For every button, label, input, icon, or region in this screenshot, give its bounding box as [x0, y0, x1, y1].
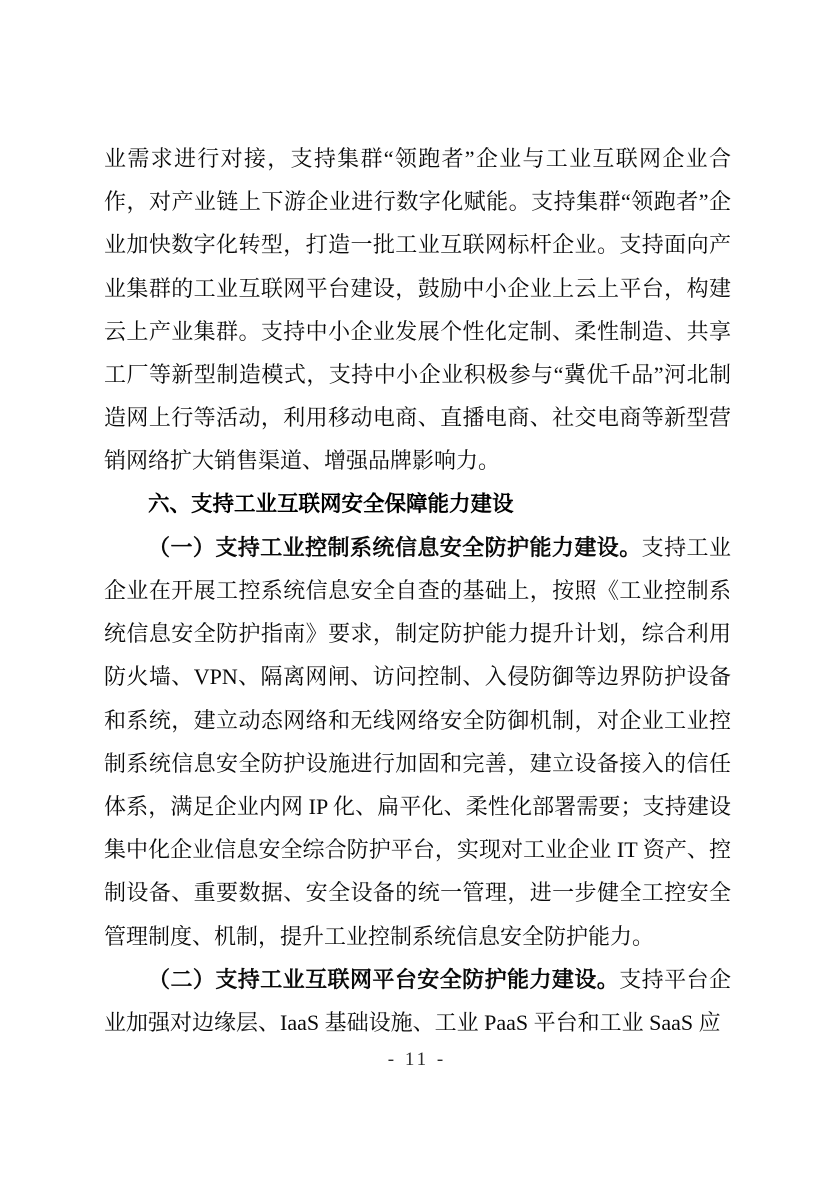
document-body — [104, 137, 731, 1044]
paragraph-item-two-body: 支持平台企业加强对边缘层、IaaS 基础设施、工业 PaaS 平台和工业 SaaS 应 — [104, 966, 731, 1036]
section-heading-six: 六、支持工业互联网安全保障能力建设 — [148, 491, 514, 516]
page-number: - 11 - — [387, 1049, 447, 1070]
paragraph-item-two — [104, 958, 731, 1044]
paragraph-continuation: 业需求进行对接，支持集群“领跑者”企业与工业互联网企业合作，对产业链上下游企业进行数字化赋能。支持集群“领跑者”企业加快数字化转型，打造一批工业互联网标杆企业。支持面向产业集群的工业互联网平台建设，鼓励中小企业上云上平台，构建云上产业集群。支持中小企业发展个性化定制、柔性制造、共享工厂等新型制造模式，支持中小企业积极参与“冀优千品”河北制造网上行等活动，利用移动电商、直播电商、社交电商等新型营销网络扩大销售渠道、增强品牌影响力。 — [104, 146, 731, 474]
paragraph-item-one-body: 支持工业企业在开展工控系统信息安全自查的基础上，按照《工业控制系统信息安全防护指南》要求，制定防护能力提升计划，综合利用防火墙、VPN、隔离网闸、访问控制、入侵防御等边界防护设备和系统，建立动态网络和无线网络安全防御机制，对企业工业控制系统信息安全防护设施进行加固和完善，建立设备接入的信任体系，满足企业内网 IP 化、扁平化、柔性化部署需要；支持建设集中化企业信息安全综合防护平台，实现对工业企业 IT 资产、控制设备、重要数据、安全设备的统一管理，进一步健全工控安全管理制度、机制，提升工业控制系统信息安全防护能力。 — [104, 534, 731, 949]
paragraph-item-one-lead: （一）支持工业控制系统信息安全防护能力建设。 — [148, 534, 642, 560]
paragraph-item-two-lead: （二）支持工业互联网平台安全防护能力建设。 — [148, 966, 620, 992]
paragraph-item-one — [104, 526, 731, 958]
